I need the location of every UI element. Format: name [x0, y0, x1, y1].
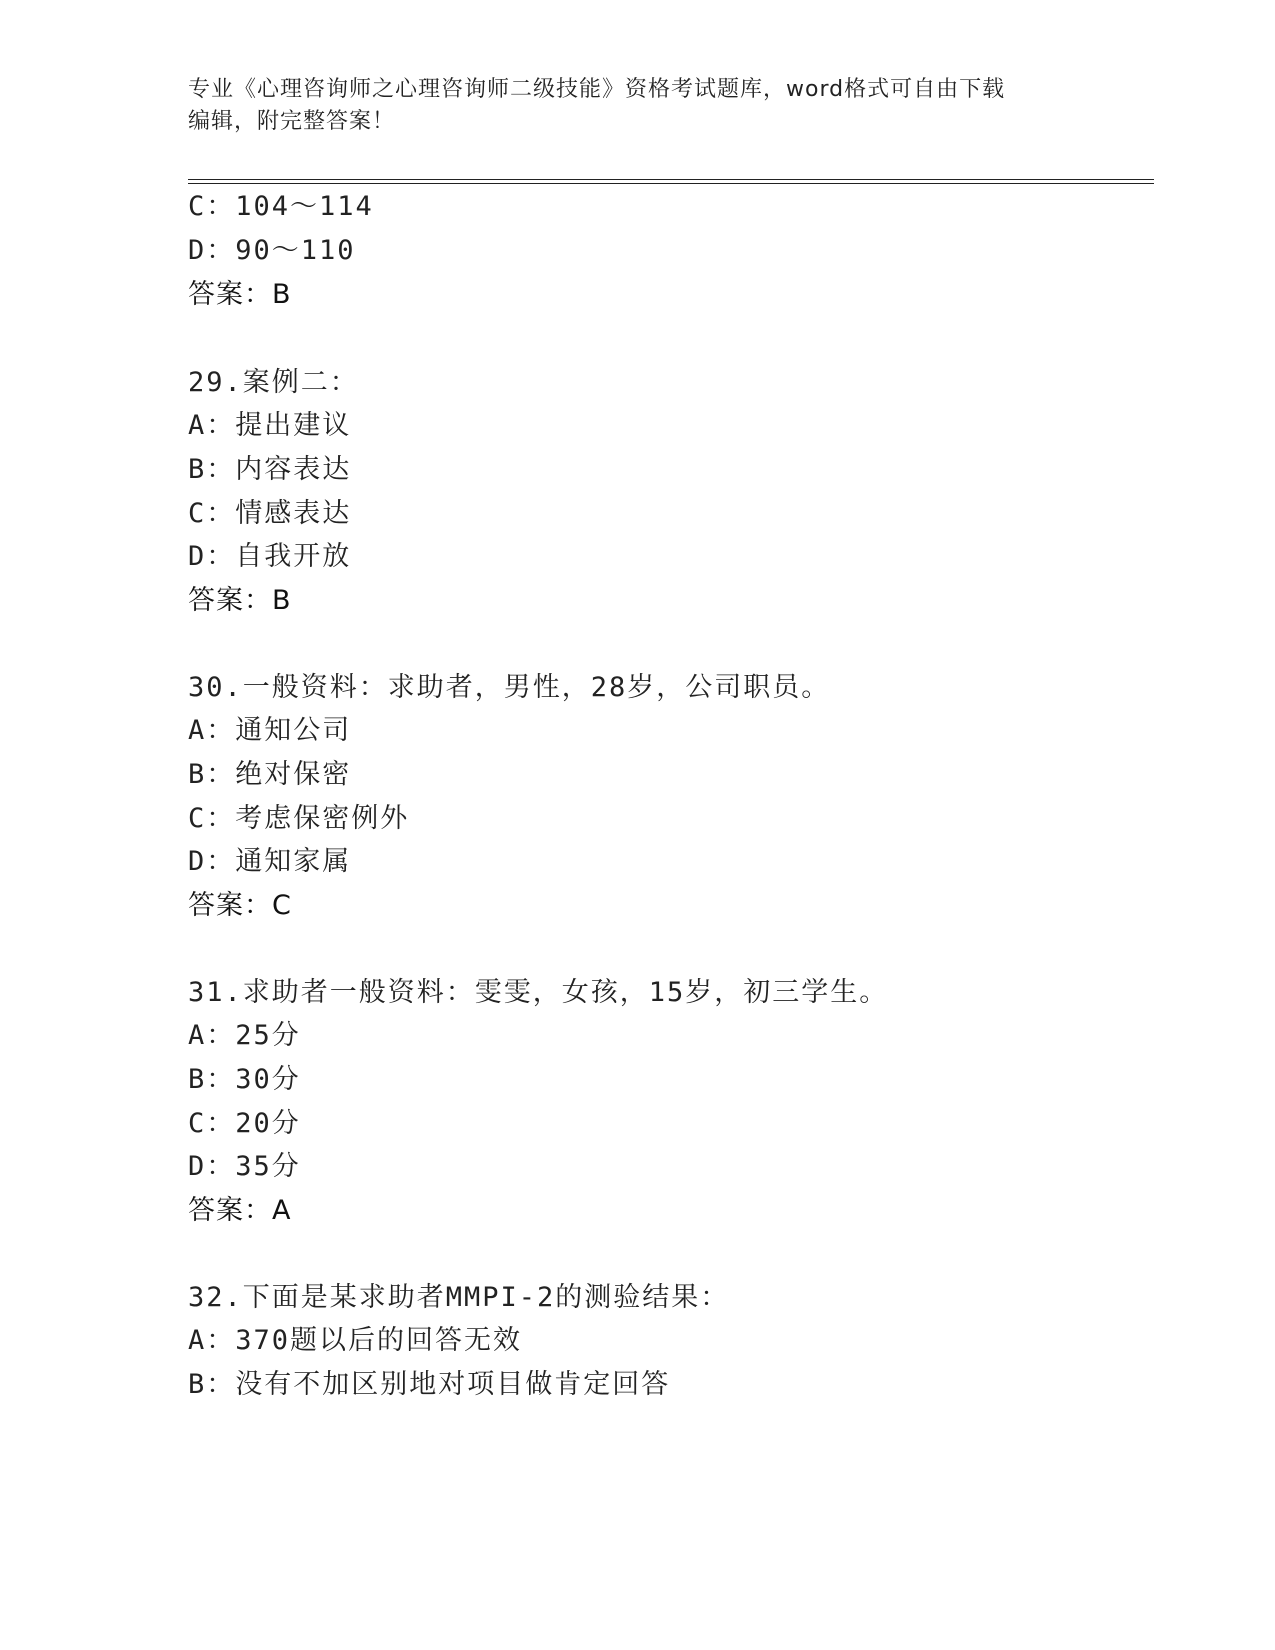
header-line-1: 专业《心理咨询师之心理咨询师二级技能》资格考试题库，word格式可自由下载 — [188, 77, 1006, 102]
header-line-2: 编辑，附完整答案！ — [188, 109, 396, 134]
document-header — [188, 74, 1088, 138]
q31-option-b: B：30分 — [188, 1064, 301, 1095]
header-divider-top — [188, 179, 1154, 180]
q31-option-a: A：25分 — [188, 1020, 301, 1051]
q30-option-c: C：考虑保密例外 — [188, 803, 410, 834]
header-divider-bottom — [188, 183, 1154, 184]
q28-option-d: D：90～110 — [188, 235, 356, 266]
q29-option-b: B：内容表达 — [188, 454, 352, 485]
q31-question: 31.求助者一般资料：雯雯，女孩，15岁，初三学生。 — [188, 977, 889, 1008]
q30-answer: 答案：C — [188, 890, 292, 921]
q30-option-a: A：通知公司 — [188, 715, 352, 746]
q29-question: 29.案例二： — [188, 367, 359, 398]
q32-option-a: A：370题以后的回答无效 — [188, 1325, 523, 1356]
q28-answer: 答案：B — [188, 279, 292, 310]
q32-option-b: B：没有不加区别地对项目做肯定回答 — [188, 1369, 671, 1400]
q29-option-c: C：情感表达 — [188, 498, 352, 529]
q30-option-d: D：通知家属 — [188, 846, 352, 877]
q31-answer: 答案：A — [188, 1195, 292, 1226]
q31-option-c: C：20分 — [188, 1108, 301, 1139]
q28-option-c: C：104～114 — [188, 191, 374, 222]
q29-option-a: A：提出建议 — [188, 410, 352, 441]
q31-option-d: D：35分 — [188, 1151, 301, 1182]
q32-question: 32.下面是某求助者MMPI-2的测验结果： — [188, 1282, 730, 1313]
q29-answer: 答案：B — [188, 585, 292, 616]
q29-option-d: D：自我开放 — [188, 541, 352, 572]
q30-option-b: B：绝对保密 — [188, 759, 352, 790]
q30-question: 30.一般资料：求助者，男性，28岁，公司职员。 — [188, 672, 831, 703]
